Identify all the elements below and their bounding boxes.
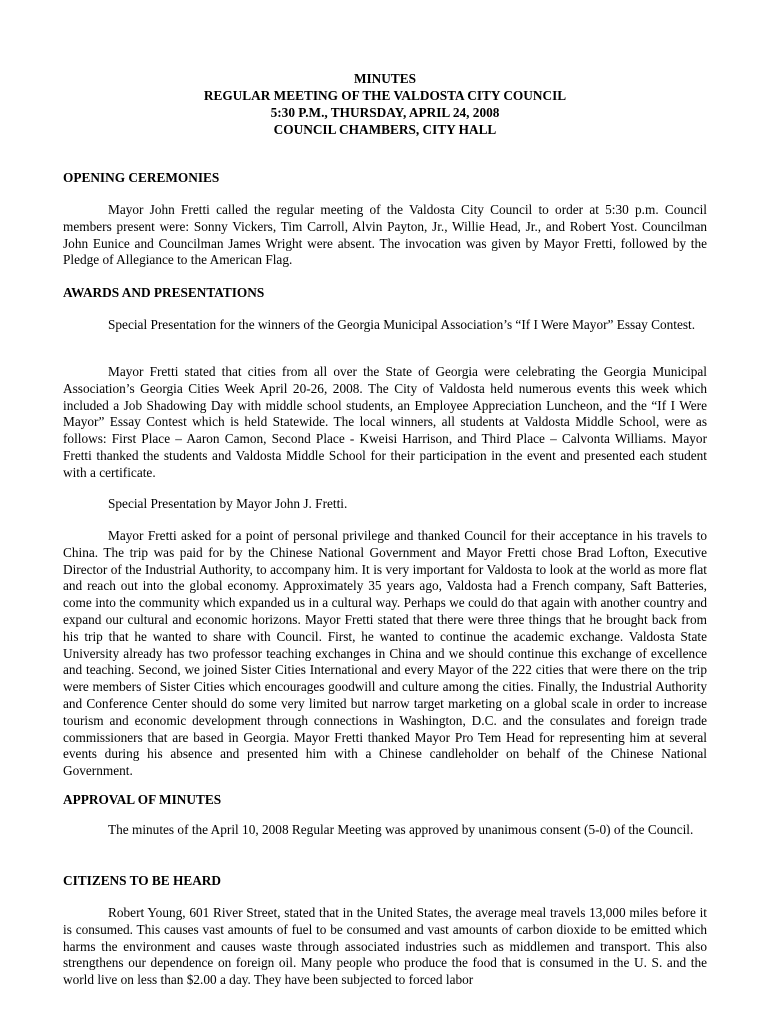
paragraph-approval-1: The minutes of the April 10, 2008 Regular Meeting was approved by unanimous consent (5-0) of the Council. [108,822,694,837]
paragraph-citizens-1: Robert Young, 601 River Street, stated that in the United States, the average meal travels 13,000 miles before it is consumed. This causes vast amounts of fuel to be consumed and vast amounts of carbon dioxide to be emitted which harms the environment and causes waste through associated industries such as middlemen and transport. This also strengthens our dependence on foreign oil. Many people who produce the food that is consumed in the U. S. and the world live on less than $2.00 a day. They have been subjected to forced labor [63,905,707,988]
header-datetime: 5:30 P.M., THURSDAY, APRIL 24, 2008 [270,105,500,120]
paragraph-awards-2: Mayor Fretti stated that cities from all over the State of Georgia were celebrating the Georgia Municipal Association’s Georgia Cities Week April 20-26, 2008. The City of Valdosta held numerous events this week which included a Job Shadowing Day with middle school students, an Employee Appreciation Luncheon, and the “If I Were Mayor” Essay Contest which is held Statewide. The local winners, all students at Valdosta Middle School, were as follows: First Place – Aaron Camon, Second Place - Kweisi Harrison, and Third Place – Calvonta Williams. Mayor Fretti thanked the students and Valdosta Middle School for their participation in the event and presented each student with a certificate. [63,364,707,480]
document-header [0,70,770,138]
header-title: MINUTES [353,71,417,86]
section-heading-approval: APPROVAL OF MINUTES [63,792,222,807]
header-meeting: REGULAR MEETING OF THE VALDOSTA CITY COUNCIL [203,88,567,103]
section-heading-opening: OPENING CEREMONIES [63,170,220,185]
paragraph-awards-4: Mayor Fretti asked for a point of personal privilege and thanked Council for their acceptance in his travels to China. The trip was paid for by the Chinese National Government and Mayor Fretti chose Brad Lofton, Executive Director of the Industrial Authority, to accompany him. It is very important for Valdosta to look at the world as more flat and reach out into the global economy. Approximately 35 years ago, Valdosta had a French company, Saft Batteries, come into the community which expanded us in a cultural way. Perhaps we could do that again with another country and expand our cultural and economic horizons. Mayor Fretti stated that there were three things that he brought back from his trip that he wanted to share with Council. First, he wanted to continue the academic exchange. Valdosta State University already has two professor teaching exchanges in China and we should continue this exchange of excellence and teaching. Second, we joined Sister Cities International and every Mayor of the 222 cities that were there on the trip were members of Sister Cities which encourages goodwill and culture among the cities. Finally, the Industrial Authority and Conference Center should do some very limited but narrow target marketing on a global scale in order to increase tourism and economic development through connections in Washington, D.C. and the consulates and foreign trade commissioners that are based in Georgia. Mayor Fretti thanked Mayor Pro Tem Head for representing him at several events during his absence and presented him with a Chinese candleholder on behalf of the Chinese National Government. [63,528,707,779]
header-location: COUNCIL CHAMBERS, CITY HALL [273,122,497,137]
paragraph-awards-3: Special Presentation by Mayor John J. Fretti. [108,496,348,511]
section-heading-citizens: CITIZENS TO BE HEARD [63,873,222,888]
paragraph-opening-1: Mayor John Fretti called the regular meeting of the Valdosta City Council to order at 5:30 p.m. Council members present were: Sonny Vickers, Tim Carroll, Alvin Payton, Jr., Willie Head, Jr., and Robert Yost. Councilman John Eunice and Councilman James Wright were absent. The invocation was given by Mayor Fretti, followed by the Pledge of Allegiance to the American Flag. [63,202,707,268]
paragraph-awards-1: Special Presentation for the winners of the Georgia Municipal Association’s “If I Were Mayor” Essay Contest. [108,317,696,332]
section-heading-awards: AWARDS AND PRESENTATIONS [63,285,265,300]
